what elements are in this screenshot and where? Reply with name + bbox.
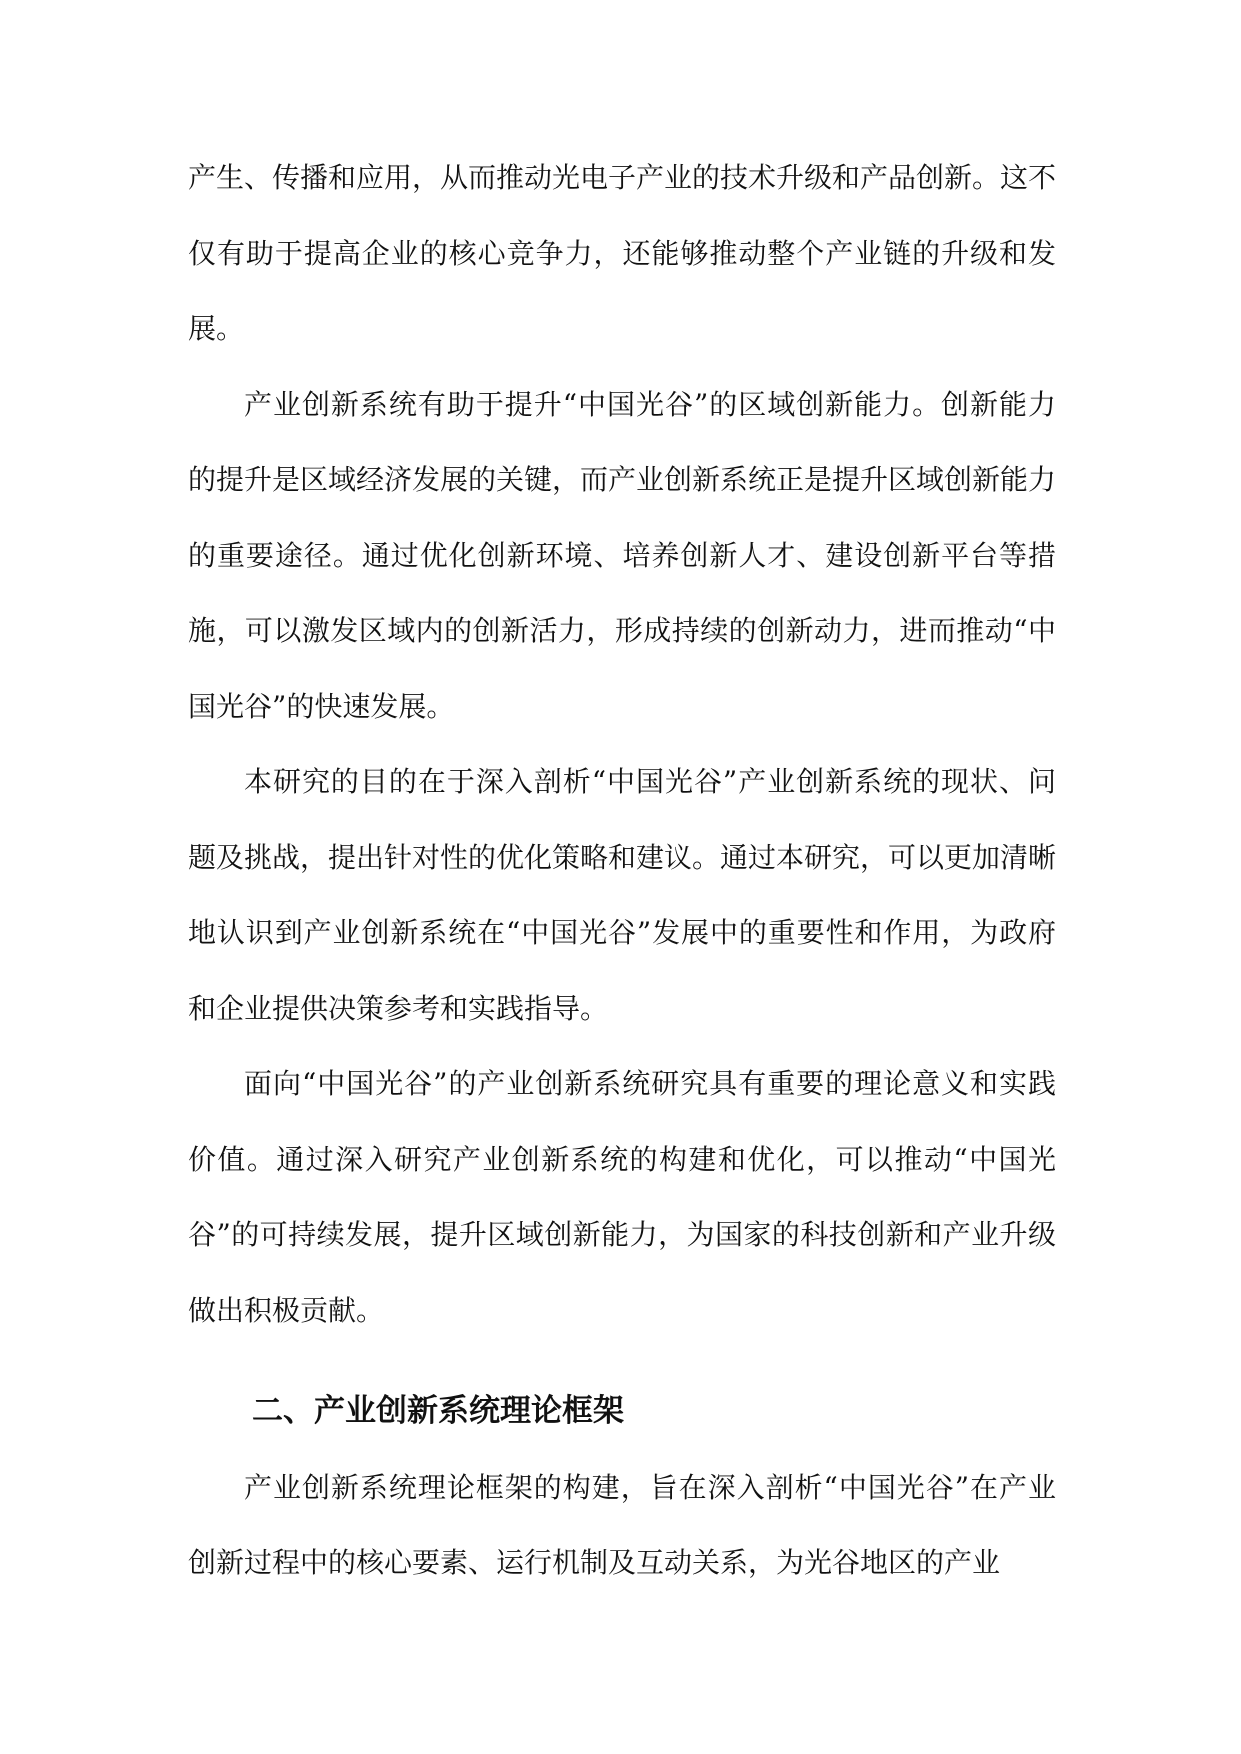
document-body bbox=[188, 140, 1056, 1601]
paragraph: 产业创新系统理论框架的构建，旨在深入剖析“中国光谷”在产业创新过程中的核心要素、运行机制及互动关系，为光谷地区的产业 bbox=[188, 1470, 1056, 1579]
paragraph: 产生、传播和应用，从而推动光电子产业的技术升级和产品创新。这不仅有助于提高企业的核心竞争力，还能够推动整个产业链的升级和发展。 bbox=[188, 161, 1057, 345]
paragraph: 本研究的目的在于深入剖析“中国光谷”产业创新系统的现状、问题及挑战，提出针对性的优化策略和建议。通过本研究，可以更加清晰地认识到产业创新系统在“中国光谷”发展中的重要性和作用，为政府和企业提供决策参考和实践指导。 bbox=[188, 765, 1057, 1025]
section-heading: 二、产业创新系统理论框架 bbox=[252, 1393, 624, 1429]
paragraph: 产业创新系统有助于提升“中国光谷”的区域创新能力。创新能力的提升是区域经济发展的关键，而产业创新系统正是提升区域创新能力的重要途径。通过优化创新环境、培养创新人才、建设创新平台等措施，可以激发区域内的创新活力，形成持续的创新动力，进而推动“中国光谷”的快速发展。 bbox=[188, 387, 1057, 723]
paragraph: 面向“中国光谷”的产业创新系统研究具有重要的理论意义和实践价值。通过深入研究产业创新系统的构建和优化，可以推动“中国光谷”的可持续发展，提升区域创新能力，为国家的科技创新和产业升级做出积极贡献。 bbox=[188, 1067, 1056, 1327]
